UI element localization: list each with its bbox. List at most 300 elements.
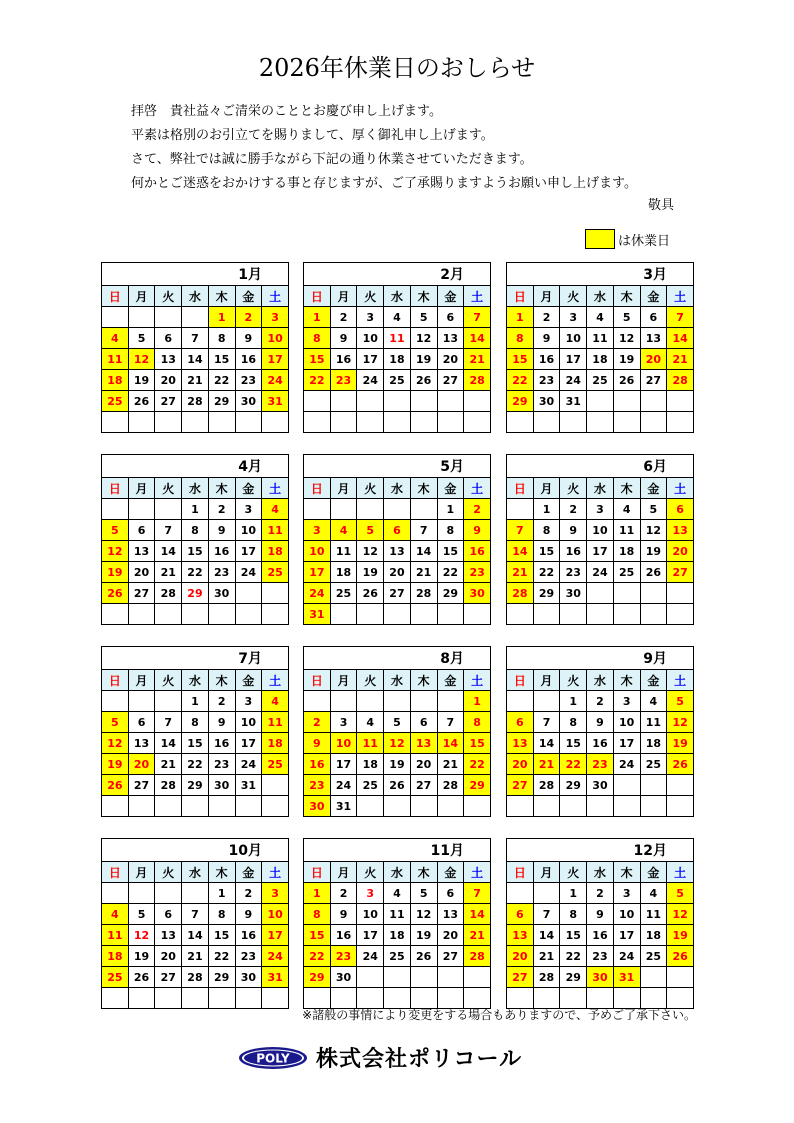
weekday-header: 土 (262, 478, 289, 499)
day-cell: 30 (304, 796, 331, 817)
day-cell: 22 (560, 754, 587, 775)
day-cell: 19 (667, 733, 694, 754)
day-cell: 26 (384, 775, 411, 796)
empty-cell (182, 988, 209, 1009)
day-cell: 5 (667, 691, 694, 712)
day-cell: 4 (640, 883, 667, 904)
day-cell: 7 (533, 712, 560, 733)
day-cell: 1 (560, 691, 587, 712)
weekday-header: 月 (330, 862, 357, 883)
day-cell: 17 (613, 925, 640, 946)
day-cell: 12 (667, 712, 694, 733)
empty-cell (587, 583, 614, 604)
day-cell: 29 (464, 775, 491, 796)
weekday-header: 日 (304, 670, 331, 691)
day-cell: 28 (464, 946, 491, 967)
month-title: 5月 (304, 455, 491, 478)
day-cell: 28 (155, 583, 182, 604)
day-cell: 29 (208, 967, 235, 988)
empty-cell (437, 412, 464, 433)
day-cell: 25 (640, 754, 667, 775)
weekday-header: 月 (533, 478, 560, 499)
empty-cell (587, 412, 614, 433)
day-cell: 28 (437, 775, 464, 796)
day-cell: 26 (613, 370, 640, 391)
month-title: 7月 (102, 647, 289, 670)
empty-cell (304, 412, 331, 433)
empty-cell (128, 412, 155, 433)
empty-cell (102, 796, 129, 817)
weekday-header: 土 (464, 478, 491, 499)
weekday-header: 水 (587, 286, 614, 307)
day-cell: 16 (533, 349, 560, 370)
day-cell: 5 (102, 712, 129, 733)
greeting-line: 何かとご迷惑をおかけする事と存じますが、ご了承賜りますようお願い申し上げます。 (131, 176, 637, 191)
day-cell: 16 (304, 754, 331, 775)
day-cell: 10 (235, 712, 262, 733)
day-cell: 8 (560, 904, 587, 925)
day-cell: 1 (304, 307, 331, 328)
empty-cell (410, 967, 437, 988)
day-cell: 20 (640, 349, 667, 370)
day-cell: 17 (262, 925, 289, 946)
day-cell: 17 (235, 733, 262, 754)
weekday-header: 水 (182, 670, 209, 691)
day-cell: 27 (640, 370, 667, 391)
day-cell: 1 (208, 883, 235, 904)
empty-cell (464, 391, 491, 412)
day-cell: 30 (235, 391, 262, 412)
day-cell: 11 (262, 520, 289, 541)
day-cell: 26 (102, 775, 129, 796)
weekday-header: 土 (262, 670, 289, 691)
empty-cell (128, 691, 155, 712)
day-cell: 30 (208, 775, 235, 796)
day-cell: 3 (587, 499, 614, 520)
empty-cell (262, 988, 289, 1009)
day-cell: 29 (208, 391, 235, 412)
day-cell: 8 (182, 712, 209, 733)
empty-cell (640, 967, 667, 988)
day-cell: 23 (235, 370, 262, 391)
day-cell: 18 (384, 925, 411, 946)
day-cell: 1 (208, 307, 235, 328)
day-cell: 3 (304, 520, 331, 541)
day-cell: 7 (437, 712, 464, 733)
day-cell: 16 (208, 541, 235, 562)
day-cell: 13 (410, 733, 437, 754)
day-cell: 26 (357, 583, 384, 604)
day-cell: 1 (560, 883, 587, 904)
day-cell: 5 (667, 883, 694, 904)
greeting-line: さて、弊社では誠に勝手ながら下記の通り休業させていただきます。 (131, 152, 533, 167)
day-cell: 25 (330, 583, 357, 604)
empty-cell (102, 988, 129, 1009)
empty-cell (437, 604, 464, 625)
day-cell: 18 (587, 349, 614, 370)
day-cell: 25 (102, 967, 129, 988)
day-cell: 15 (437, 541, 464, 562)
empty-cell (464, 967, 491, 988)
day-cell: 8 (304, 328, 331, 349)
empty-cell (262, 604, 289, 625)
empty-cell (410, 412, 437, 433)
empty-cell (667, 391, 694, 412)
weekday-header: 水 (384, 862, 411, 883)
day-cell: 27 (667, 562, 694, 583)
day-cell: 25 (102, 391, 129, 412)
empty-cell (560, 412, 587, 433)
day-cell: 5 (410, 883, 437, 904)
day-cell: 20 (437, 925, 464, 946)
weekday-header: 火 (357, 286, 384, 307)
day-cell: 3 (262, 883, 289, 904)
weekday-header: 日 (507, 478, 534, 499)
company-logo (238, 1042, 522, 1073)
day-cell: 2 (330, 883, 357, 904)
legend-label: は休業日 (618, 233, 671, 249)
footer-note: ※諸般の事情により変更をする場合もありますので、予めご了承下さい。 (302, 1008, 696, 1022)
day-cell: 6 (128, 520, 155, 541)
weekday-header: 金 (640, 478, 667, 499)
day-cell: 14 (155, 733, 182, 754)
day-cell: 22 (208, 370, 235, 391)
day-cell: 13 (437, 328, 464, 349)
month-title: 3月 (507, 263, 694, 286)
empty-cell (640, 775, 667, 796)
empty-cell (357, 391, 384, 412)
empty-cell (330, 412, 357, 433)
day-cell: 18 (102, 370, 129, 391)
empty-cell (155, 796, 182, 817)
weekday-header: 金 (640, 286, 667, 307)
empty-cell (640, 604, 667, 625)
day-cell: 22 (304, 370, 331, 391)
day-cell: 15 (304, 925, 331, 946)
day-cell: 7 (667, 307, 694, 328)
empty-cell (102, 499, 129, 520)
weekday-header: 水 (587, 478, 614, 499)
empty-cell (235, 988, 262, 1009)
weekday-header: 月 (128, 478, 155, 499)
day-cell: 23 (464, 562, 491, 583)
empty-cell (182, 883, 209, 904)
empty-cell (587, 391, 614, 412)
day-cell: 23 (304, 775, 331, 796)
day-cell: 25 (587, 370, 614, 391)
day-cell: 9 (208, 712, 235, 733)
day-cell: 19 (128, 370, 155, 391)
day-cell: 22 (560, 946, 587, 967)
empty-cell (507, 691, 534, 712)
day-cell: 21 (182, 946, 209, 967)
day-cell: 20 (155, 370, 182, 391)
weekday-header: 日 (102, 478, 129, 499)
day-cell: 4 (102, 904, 129, 925)
day-cell: 7 (507, 520, 534, 541)
day-cell: 31 (304, 604, 331, 625)
greeting-line: 平素は格別のお引立てを賜りまして、厚く御礼申し上げます。 (131, 128, 494, 143)
weekday-header: 月 (330, 478, 357, 499)
weekday-header: 日 (102, 862, 129, 883)
weekday-header: 土 (667, 478, 694, 499)
greeting-line: 拝啓 貴社益々ご清栄のこととお慶び申し上げます。 (131, 104, 442, 119)
weekday-header: 金 (235, 286, 262, 307)
empty-cell (128, 499, 155, 520)
day-cell: 17 (357, 925, 384, 946)
day-cell: 15 (304, 349, 331, 370)
day-cell: 2 (235, 883, 262, 904)
day-cell: 17 (235, 541, 262, 562)
day-cell: 13 (507, 925, 534, 946)
day-cell: 21 (155, 754, 182, 775)
weekday-header: 金 (437, 670, 464, 691)
day-cell: 16 (464, 541, 491, 562)
empty-cell (208, 604, 235, 625)
weekday-header: 木 (208, 862, 235, 883)
day-cell: 23 (587, 946, 614, 967)
empty-cell (667, 412, 694, 433)
day-cell: 7 (155, 712, 182, 733)
day-cell: 21 (533, 754, 560, 775)
empty-cell (613, 412, 640, 433)
weekday-header: 金 (235, 862, 262, 883)
weekday-header: 水 (182, 862, 209, 883)
weekday-header: 火 (155, 286, 182, 307)
empty-cell (560, 604, 587, 625)
day-cell: 6 (437, 307, 464, 328)
day-cell: 4 (613, 499, 640, 520)
day-cell: 12 (640, 520, 667, 541)
day-cell: 19 (613, 349, 640, 370)
day-cell: 27 (128, 775, 155, 796)
weekday-header: 日 (102, 670, 129, 691)
empty-cell (667, 583, 694, 604)
weekday-header: 木 (208, 286, 235, 307)
day-cell: 12 (128, 925, 155, 946)
day-cell: 18 (262, 541, 289, 562)
day-cell: 25 (262, 562, 289, 583)
day-cell: 24 (262, 370, 289, 391)
empty-cell (410, 691, 437, 712)
month-title: 1月 (102, 263, 289, 286)
weekday-header: 月 (533, 862, 560, 883)
day-cell: 10 (330, 733, 357, 754)
day-cell: 10 (587, 520, 614, 541)
day-cell: 1 (182, 691, 209, 712)
weekday-header: 土 (262, 286, 289, 307)
empty-cell (507, 412, 534, 433)
day-cell: 23 (208, 562, 235, 583)
day-cell: 30 (235, 967, 262, 988)
empty-cell (640, 796, 667, 817)
empty-cell (102, 883, 129, 904)
month-calendar (101, 646, 289, 817)
day-cell: 19 (102, 754, 129, 775)
day-cell: 9 (304, 733, 331, 754)
month-calendar (101, 454, 289, 625)
day-cell: 6 (155, 328, 182, 349)
day-cell: 17 (304, 562, 331, 583)
day-cell: 1 (304, 883, 331, 904)
day-cell: 10 (235, 520, 262, 541)
day-cell: 10 (357, 328, 384, 349)
day-cell: 28 (410, 583, 437, 604)
day-cell: 15 (182, 541, 209, 562)
day-cell: 25 (262, 754, 289, 775)
empty-cell (613, 391, 640, 412)
weekday-header: 月 (533, 286, 560, 307)
day-cell: 2 (587, 883, 614, 904)
empty-cell (410, 391, 437, 412)
empty-cell (507, 796, 534, 817)
day-cell: 28 (182, 967, 209, 988)
day-cell: 16 (235, 349, 262, 370)
day-cell: 12 (410, 904, 437, 925)
day-cell: 30 (330, 967, 357, 988)
day-cell: 24 (235, 562, 262, 583)
empty-cell (155, 307, 182, 328)
day-cell: 24 (357, 946, 384, 967)
company-name: 株式会社ポリコール (316, 1047, 523, 1072)
weekday-header: 土 (667, 670, 694, 691)
day-cell: 2 (587, 691, 614, 712)
empty-cell (587, 604, 614, 625)
day-cell: 5 (357, 520, 384, 541)
day-cell: 9 (208, 520, 235, 541)
day-cell: 3 (560, 307, 587, 328)
day-cell: 28 (507, 583, 534, 604)
day-cell: 13 (640, 328, 667, 349)
empty-cell (384, 691, 411, 712)
day-cell: 11 (357, 733, 384, 754)
month-calendar (303, 454, 491, 625)
empty-cell (182, 307, 209, 328)
day-cell: 26 (102, 583, 129, 604)
day-cell: 7 (182, 904, 209, 925)
day-cell: 15 (560, 733, 587, 754)
day-cell: 21 (533, 946, 560, 967)
weekday-header: 火 (560, 670, 587, 691)
day-cell: 26 (640, 562, 667, 583)
empty-cell (155, 604, 182, 625)
day-cell: 11 (330, 541, 357, 562)
day-cell: 9 (235, 328, 262, 349)
empty-cell (304, 691, 331, 712)
day-cell: 21 (507, 562, 534, 583)
day-cell: 29 (304, 967, 331, 988)
day-cell: 14 (410, 541, 437, 562)
day-cell: 7 (533, 904, 560, 925)
empty-cell (357, 412, 384, 433)
day-cell: 15 (208, 925, 235, 946)
day-cell: 17 (357, 349, 384, 370)
day-cell: 8 (533, 520, 560, 541)
month-calendar (506, 646, 694, 817)
weekday-header: 日 (304, 286, 331, 307)
day-cell: 22 (304, 946, 331, 967)
day-cell: 2 (330, 307, 357, 328)
weekday-header: 火 (560, 862, 587, 883)
day-cell: 23 (208, 754, 235, 775)
empty-cell (384, 604, 411, 625)
day-cell: 3 (357, 883, 384, 904)
weekday-header: 水 (384, 670, 411, 691)
day-cell: 1 (533, 499, 560, 520)
weekday-header: 金 (437, 862, 464, 883)
empty-cell (410, 604, 437, 625)
day-cell: 17 (560, 349, 587, 370)
day-cell: 25 (613, 562, 640, 583)
day-cell: 10 (613, 712, 640, 733)
weekday-header: 水 (384, 286, 411, 307)
empty-cell (667, 796, 694, 817)
day-cell: 26 (667, 754, 694, 775)
day-cell: 31 (560, 391, 587, 412)
day-cell: 26 (128, 391, 155, 412)
empty-cell (560, 796, 587, 817)
day-cell: 30 (533, 391, 560, 412)
day-cell: 3 (613, 883, 640, 904)
empty-cell (128, 883, 155, 904)
day-cell: 19 (410, 349, 437, 370)
day-cell: 18 (384, 349, 411, 370)
day-cell: 16 (587, 733, 614, 754)
day-cell: 8 (437, 520, 464, 541)
empty-cell (437, 691, 464, 712)
month-calendar (506, 262, 694, 433)
day-cell: 14 (533, 925, 560, 946)
weekday-header: 日 (507, 286, 534, 307)
empty-cell (507, 883, 534, 904)
empty-cell (128, 604, 155, 625)
empty-cell (304, 499, 331, 520)
month-title: 11月 (304, 839, 491, 862)
weekday-header: 火 (560, 286, 587, 307)
empty-cell (507, 499, 534, 520)
weekday-header: 月 (128, 286, 155, 307)
empty-cell (102, 691, 129, 712)
empty-cell (262, 796, 289, 817)
weekday-header: 火 (155, 670, 182, 691)
day-cell: 1 (464, 691, 491, 712)
day-cell: 1 (437, 499, 464, 520)
day-cell: 15 (507, 349, 534, 370)
day-cell: 12 (102, 541, 129, 562)
day-cell: 5 (640, 499, 667, 520)
weekday-header: 木 (410, 478, 437, 499)
day-cell: 19 (128, 946, 155, 967)
day-cell: 13 (667, 520, 694, 541)
empty-cell (330, 391, 357, 412)
day-cell: 23 (560, 562, 587, 583)
weekday-header: 火 (155, 862, 182, 883)
day-cell: 3 (262, 307, 289, 328)
empty-cell (667, 967, 694, 988)
day-cell: 11 (640, 712, 667, 733)
day-cell: 6 (128, 712, 155, 733)
empty-cell (437, 796, 464, 817)
day-cell: 14 (507, 541, 534, 562)
day-cell: 27 (507, 775, 534, 796)
day-cell: 15 (208, 349, 235, 370)
weekday-header: 日 (507, 862, 534, 883)
day-cell: 4 (587, 307, 614, 328)
day-cell: 11 (613, 520, 640, 541)
day-cell: 16 (560, 541, 587, 562)
day-cell: 20 (507, 754, 534, 775)
day-cell: 14 (464, 904, 491, 925)
